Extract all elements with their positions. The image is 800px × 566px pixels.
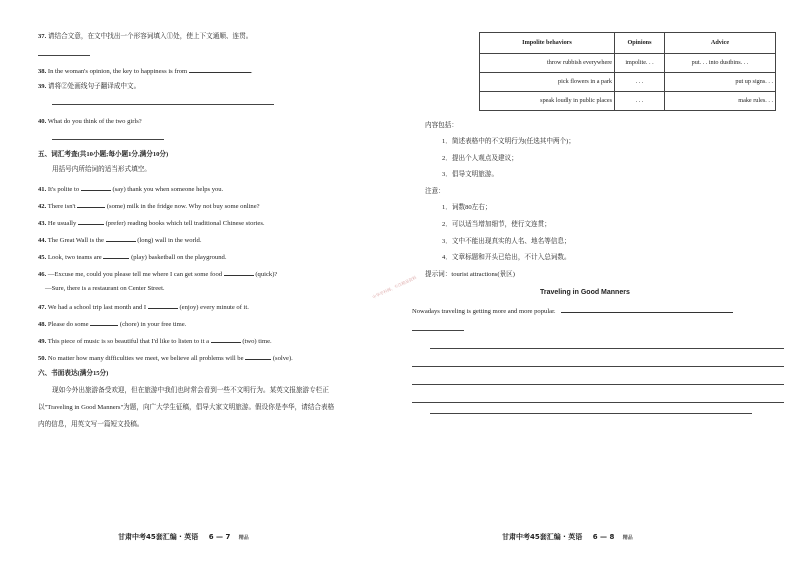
answer-blank[interactable] [103,252,129,259]
item-number: 43. [38,220,47,227]
item-text: (play) basketball on the playground. [131,254,227,261]
answer-blank[interactable] [90,319,118,326]
table-header-row [480,33,776,54]
note-item: 1．词数80左右； [442,204,492,211]
table-cell: put. . . into dustbins. . . [665,54,776,73]
footer-title: 甘肃中考45套汇编 · 英语 [502,533,583,541]
table-row [480,92,776,111]
vocab-item-43 [38,218,265,228]
item-text: This piece of music is so beautiful that I'd like to listen to it a [47,338,210,345]
item-text: (two) time. [242,338,272,345]
item-text: The Great Wall is the [47,237,104,244]
item-text: There isn't [47,203,76,210]
essay-blank[interactable] [561,306,733,313]
item-text: (prefer) reading books which tell traditional Chinese stories. [105,220,265,227]
vocab-item-47 [38,302,249,312]
item-text: —Sure, there is a restaurant on Center Street. [45,285,165,292]
essay-prompt-line-1: 现如今外出旅游备受欢迎，但在旅游中我们也时常会看到一些不文明行为。某英文报旅游专栏正 [52,387,329,394]
essay-line[interactable] [412,330,464,331]
table-row [480,73,776,92]
question-text: 请结合文意，在文中找出一个形容词填入①处，使上下文通顺、连贯。 [47,33,253,40]
table-header: Impolite behaviors [480,33,615,54]
table-cell: put up signs. . . [665,73,776,92]
item-text: He usually [47,220,77,227]
item-text: (say) thank you when someone helps you. [112,186,224,193]
question-text: What do you think of the two girls? [47,118,142,125]
essay-line[interactable] [430,413,752,414]
item-text: It's polite to [47,186,80,193]
table-row [480,54,776,73]
essay-opening-sentence: Nowadays traveling is getting more and more popular. [412,308,556,315]
item-number: 46. [38,271,47,278]
page-number: 6 — 7 [208,533,231,541]
table-cell: throw rubbish everywhere [480,54,615,73]
item-text: (chore) in your free time. [119,321,187,328]
answer-blank[interactable] [245,353,271,360]
question-number: 39. [38,83,47,90]
item-number: 48. [38,321,47,328]
section-5-title: 五、词汇考查(共10小题;每小题1分,满分10分) [38,151,169,158]
answer-blank[interactable] [81,184,111,191]
vocab-item-45 [38,252,226,262]
question-text: 请将②处画线句子翻译成中文。 [47,83,141,90]
item-number: 47. [38,304,47,311]
hint-words: 提示词：tourist attractions(景区) [425,271,515,278]
item-text: Look, two teams are [47,254,102,261]
answer-line[interactable] [38,55,90,56]
answer-blank[interactable] [106,235,136,242]
question-end: . [250,68,253,75]
vocab-item-44 [38,235,201,245]
note-item: 2．可以适当增加细节，使行文连贯； [442,221,551,228]
table-header: Advice [665,33,776,54]
section-5-instruction: 用括号内所给词的适当形式填空。 [52,166,151,173]
vocab-item-49 [38,336,272,346]
item-text: (quick)? [255,271,278,278]
table-cell: impolite. . . [615,54,665,73]
note-item: 3．文中不能出现真实的人名、地名等信息； [442,238,571,245]
question-39 [38,83,140,91]
item-text: (enjoy) every minute of it. [179,304,249,311]
vocab-item-48 [38,319,186,329]
item-number: 50. [38,355,47,362]
brand-badge: 精品 [238,535,249,541]
page-number: 6 — 8 [592,533,615,541]
table-cell: pick flowers in a park [480,73,615,92]
item-text: (long) wall in the world. [137,237,202,244]
vocab-item-41 [38,184,223,194]
question-38 [38,66,253,76]
table-cell: . . . [615,73,665,92]
question-40 [38,118,142,126]
essay-line[interactable] [412,402,784,403]
essay-prompt-line-3: 内的信息，用英文写一篇短文投稿。 [38,421,144,428]
note-item: 4．文章标题和开头已给出，不计入总词数。 [442,254,571,261]
question-text: In the woman's opinion, the key to happiness is from [47,68,188,75]
footer-title: 甘肃中考45套汇编 · 英语 [118,533,199,541]
item-text: (some) milk in the fridge now. Why not buy some online? [106,203,260,210]
right-page [371,0,800,566]
essay-prompt-line-2: 以"Traveling in Good Manners"为题，向广大学生征稿，倡导大家文明旅游。假设你是李华，请结合表格 [38,404,335,411]
section-6-title: 六、书面表达(满分15分) [38,370,109,377]
item-text: —Excuse me, could you please tell me where I can get some food [47,271,223,278]
behaviors-table [479,32,776,111]
item-number: 41. [38,186,47,193]
question-37 [38,33,252,41]
item-number: 42. [38,203,47,210]
table-cell: make rules. . . [665,92,776,111]
item-text: No matter how many difficulties we meet, we believe all problems will be [47,355,244,362]
question-number: 38. [38,68,47,75]
question-number: 40. [38,118,47,125]
content-item: 1．简述表格中的不文明行为(任选其中两个)； [442,138,575,145]
answer-blank[interactable] [77,201,105,208]
essay-line[interactable] [430,348,784,349]
essay-line[interactable] [412,366,784,367]
item-number: 49. [38,338,47,345]
item-number: 45. [38,254,47,261]
vocab-item-50 [38,353,293,363]
answer-blank[interactable] [78,218,104,225]
item-text: We had a school trip last month and I [47,304,147,311]
item-text: Please do some [47,321,89,328]
content-item: 2．提出个人观点及建议； [442,155,518,162]
vocab-item-42 [38,201,260,211]
table-header: Opinions [615,33,665,54]
page-footer-right [502,533,633,541]
answer-blank[interactable] [211,336,241,343]
vocab-item-46 [38,269,277,279]
item-text: (solve). [272,355,293,362]
vocab-item-46-reply [45,285,165,293]
answer-line[interactable] [52,139,164,140]
essay-line[interactable] [412,384,784,385]
answer-blank[interactable] [148,302,178,309]
item-number: 44. [38,237,47,244]
content-item: 3．倡导文明旅游。 [442,171,499,178]
essay-start [412,306,733,316]
notes-title: 注意： [425,188,445,195]
essay-title: Traveling in Good Manners [540,289,630,296]
answer-line[interactable] [52,104,274,105]
answer-blank[interactable] [189,66,251,73]
brand-badge: 精品 [622,535,633,541]
answer-blank[interactable] [224,269,254,276]
watermark: 中华学科网，专注精品资料 [371,274,418,300]
table-cell: . . . [615,92,665,111]
question-number: 37. [38,33,47,40]
page-footer-left [118,533,249,541]
table-cell: speak loudly in public places [480,92,615,111]
content-title: 内容包括： [425,122,458,129]
